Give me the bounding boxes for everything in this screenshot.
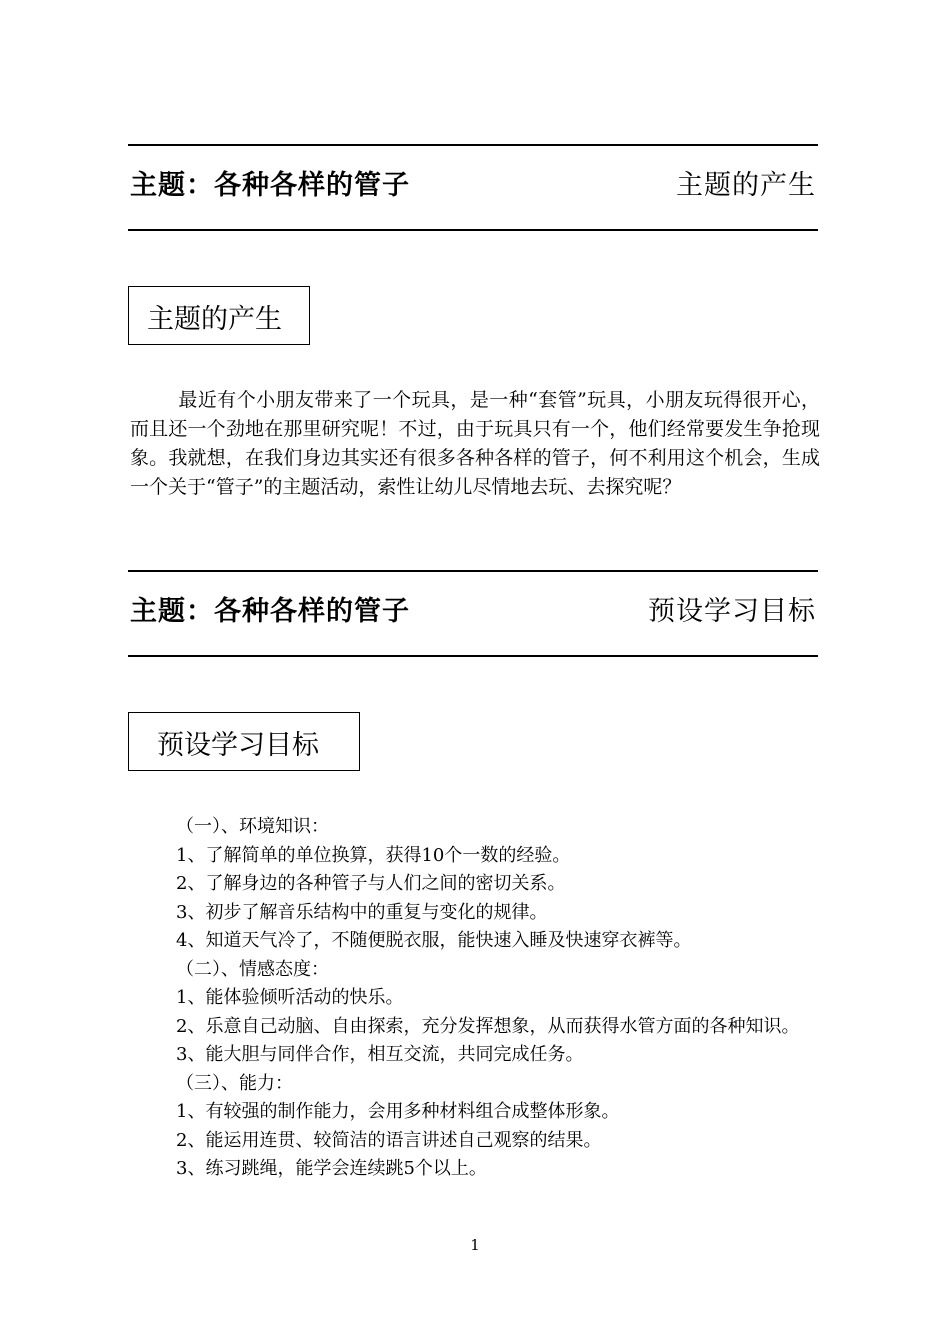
goals-item: 3、初步了解音乐结构中的重复与变化的规律。 xyxy=(176,901,548,923)
goals-item: 3、能大胆与同伴合作，相互交流，共同完成任务。 xyxy=(176,1044,584,1065)
goals-item: 2、能运用连贯、较简洁的语言讲述自己观察的结果。 xyxy=(176,1129,602,1151)
header-theme-title: 主题：各种各样的管子 xyxy=(130,170,410,201)
goals-item: 2、了解身边的各种管子与人们之间的密切关系。 xyxy=(176,873,566,894)
page-number: 1 xyxy=(470,1236,480,1254)
header-section-label: 预设学习目标 xyxy=(648,596,816,627)
section-header-1 xyxy=(130,163,816,203)
goals-item: 4、知道天气冷了，不随便脱衣服，能快速入睡及快速穿衣裤等。 xyxy=(176,930,692,951)
section-title-box-1 xyxy=(128,286,310,345)
header-rule-top-2 xyxy=(128,570,818,572)
section-title-box-2 xyxy=(128,712,360,771)
intro-paragraph xyxy=(130,386,820,502)
goals-item-text: 2、乐意自己动脑、自由探索，充分发挥想象，从而获得水管方面的各种知识。 xyxy=(176,1015,800,1037)
header-rule-bottom-2 xyxy=(128,655,818,657)
header-theme-title: 主题：各种各样的管子 xyxy=(130,596,410,627)
goals-list xyxy=(130,813,820,1184)
section-title: 预设学习目标 xyxy=(157,730,319,761)
goals-category: （一）、环境知识： xyxy=(176,816,329,837)
goals-item: 1、了解简单的单位换算，获得10个一数的经验。 xyxy=(176,844,571,866)
section-title: 主题的产生 xyxy=(147,304,282,335)
goals-category: （二）、情感态度： xyxy=(176,958,329,980)
goals-item: 3、练习跳绳，能学会连续跳5个以上。 xyxy=(176,1158,487,1179)
header-section-label: 主题的产生 xyxy=(676,170,816,201)
header-rule-top-1 xyxy=(128,144,818,146)
intro-paragraph-text: 最近有个小朋友带来了一个玩具，是一种“套管”玩具，小朋友玩得很开心，而且还一个劲地在那里研究呢！不过，由于玩具只有一个，他们经常要发生争抢现象。我就想，在我们身边其实还有很多各种各样的管子，何不利用这个机会，生成一个关于“管子”的主题活动，索性让幼儿尽情地去玩、去探究呢？ xyxy=(130,389,820,498)
section-header-2 xyxy=(130,589,816,629)
goals-item: 1、能体验倾听活动的快乐。 xyxy=(176,987,404,1008)
goals-item: 1、有较强的制作能力，会用多种材料组合成整体形象。 xyxy=(176,1101,620,1122)
goals-item xyxy=(130,1013,820,1042)
header-rule-bottom-1 xyxy=(128,229,818,231)
goals-category: （三）、能力： xyxy=(176,1072,293,1094)
